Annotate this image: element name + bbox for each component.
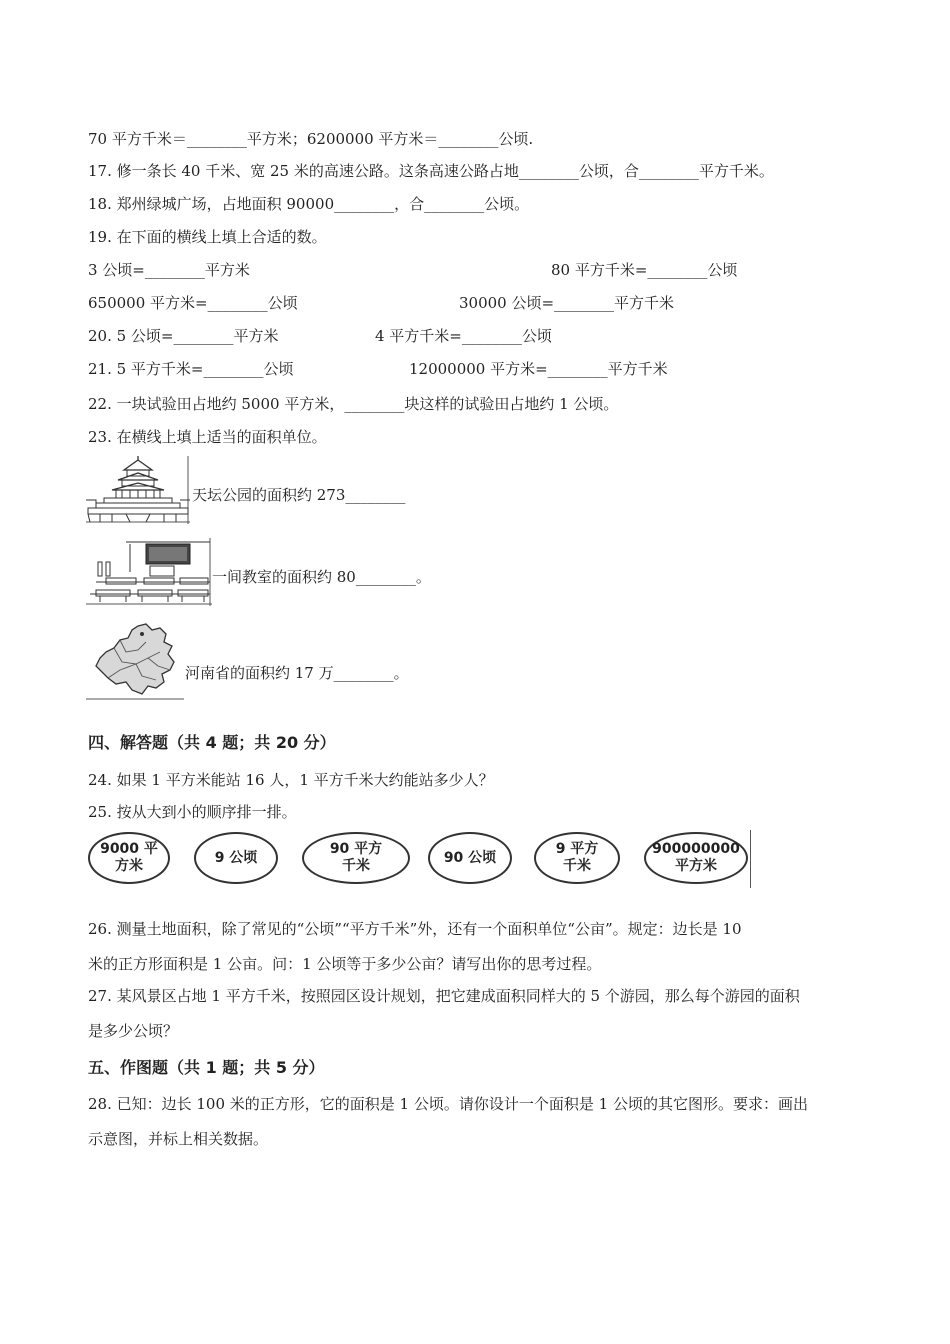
question-17: 17. 修一条长 40 千米、宽 25 米的高速公路。这条高速公路占地________公顷，合________平方千米。 [88, 162, 774, 180]
henan-map-image [86, 622, 184, 702]
question-20-b: 4 平方千米=________公顷 [375, 327, 552, 345]
question-21-b: 12000000 平方米=________平方千米 [409, 360, 668, 378]
temple-of-heaven-image [86, 456, 190, 524]
question-28-line1: 28. 已知：边长 100 米的正方形，它的面积是 1 公顷。请你设计一个面积是 1 公顷的其它图形。要求：画出 [88, 1095, 808, 1113]
question-19-d: 30000 公顷=________平方千米 [459, 294, 675, 312]
question-26-line2: 米的正方形面积是 1 公亩。问：1 公顷等于多少公亩？请写出你的思考过程。 [88, 955, 602, 973]
question-24: 24. 如果 1 平方米能站 16 人，1 平方千米大约能站多少人？ [88, 771, 494, 789]
question-22: 22. 一块试验田占地约 5000 平方米，________块这样的试验田占地约 1 公顷。 [88, 395, 619, 413]
question-19: 19. 在下面的横线上填上合适的数。 [88, 228, 327, 246]
temple-illustration [86, 456, 190, 524]
area-values-row [88, 828, 753, 890]
image-border-line [750, 830, 751, 888]
question-21-a: 21. 5 平方千米=________公顷 [88, 360, 294, 378]
oval-900000000-sqm: 900000000 平方米 [644, 832, 748, 884]
classroom-illustration [86, 538, 212, 606]
oval-90-sqkm: 90 平方 千米 [302, 832, 410, 884]
oval-90-hectares: 90 公顷 [428, 832, 512, 884]
section-5-title: 五、作图题（共 1 题；共 5 分） [88, 1058, 325, 1077]
question-19-b: 80 平方千米=________公顷 [551, 261, 738, 279]
oval-9000-sqm: 9000 平 方米 [88, 832, 170, 884]
question-23: 23. 在横线上填上适当的面积单位。 [88, 428, 327, 446]
question-25: 25. 按从大到小的顺序排一排。 [88, 803, 297, 821]
classroom-image [86, 538, 212, 606]
question-23-c: 河南省的面积约 17 万________。 [185, 664, 409, 682]
question-27-line2: 是多少公顷？ [88, 1022, 179, 1040]
question-27-line1: 27. 某风景区占地 1 平方千米，按照园区设计规划，把它建成面积同样大的 5 个游园，那么每个游园的面积 [88, 987, 800, 1005]
question-23-a: 天坛公园的面积约 273________ [192, 486, 406, 504]
henan-map-illustration [86, 622, 184, 702]
question-23-b: 一间教室的面积约 80________。 [212, 568, 431, 586]
question-20-a: 20. 5 公顷=________平方米 [88, 327, 279, 345]
question-16-continued: 70 平方千米＝________平方米；6200000 平方米＝________公顷. [88, 130, 534, 148]
oval-9-hectares: 9 公顷 [194, 832, 278, 884]
oval-9-sqkm: 9 平方 千米 [534, 832, 620, 884]
section-4-title: 四、解答题（共 4 题；共 20 分） [88, 733, 336, 752]
question-26-line1: 26. 测量土地面积，除了常见的“公顷”“平方千米”外，还有一个面积单位“公亩”。规定：边长是 10 [88, 920, 742, 938]
question-19-a: 3 公顷=________平方米 [88, 261, 250, 279]
question-28-line2: 示意图，并标上相关数据。 [88, 1130, 269, 1148]
question-19-c: 650000 平方米=________公顷 [88, 294, 298, 312]
question-18: 18. 郑州绿城广场，占地面积 90000________，合________公顷。 [88, 195, 530, 213]
